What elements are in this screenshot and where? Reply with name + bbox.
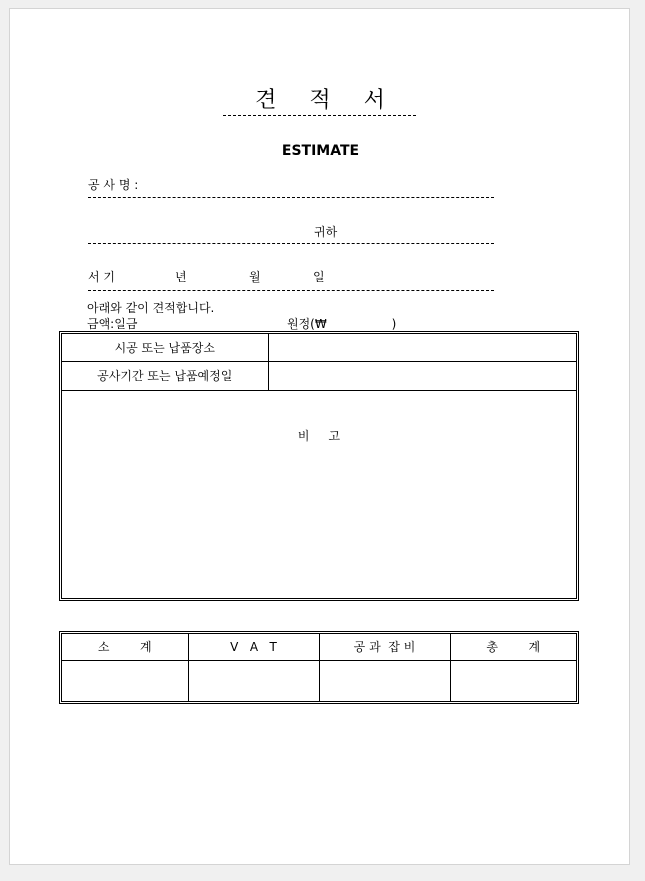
honorific-label: 귀하 — [314, 225, 338, 239]
period-value[interactable] — [268, 361, 576, 390]
amount-currency: 원정(₩ ) — [287, 317, 397, 331]
document-subtitle: ESTIMATE — [281, 143, 360, 159]
recipient-line[interactable] — [88, 243, 494, 244]
table-row — [62, 660, 576, 701]
vat-value[interactable] — [188, 660, 319, 701]
date-month-label: 월 — [249, 270, 261, 284]
intro-text: 아래와 같이 견적합니다. — [87, 301, 215, 315]
table-row — [62, 634, 576, 660]
table-row — [62, 361, 576, 390]
table-row — [62, 334, 576, 361]
info-table-grid — [62, 334, 576, 598]
period-label: 공사기간 또는 납품예정일 — [62, 361, 268, 390]
location-label: 시공 또는 납품장소 — [62, 334, 268, 361]
amount-label: 금액:일금 — [87, 317, 138, 331]
date-year-label: 년 — [175, 270, 187, 284]
table-row — [62, 390, 576, 598]
location-value[interactable] — [268, 334, 576, 361]
date-line[interactable] — [88, 290, 494, 291]
misc-expense-value[interactable] — [319, 660, 450, 701]
remarks-label: 비 고 — [297, 428, 341, 443]
subtotal-header: 소 계 — [62, 634, 188, 660]
vat-header: V A T — [188, 634, 319, 660]
totals-table — [59, 631, 579, 704]
date-era-label: 서 기 — [88, 270, 115, 284]
grand-total-header: 총 계 — [450, 634, 576, 660]
subtotal-value[interactable] — [62, 660, 188, 701]
document-page — [9, 8, 630, 865]
info-table — [59, 331, 579, 601]
misc-expense-header: 공 과 잡 비 — [319, 634, 450, 660]
company-name-label: 공 사 명 : — [88, 178, 139, 192]
document-title: 견 적 서 — [255, 88, 386, 113]
title-underline — [223, 115, 416, 116]
company-name-line[interactable] — [88, 197, 494, 198]
grand-total-value[interactable] — [450, 660, 576, 701]
remarks-cell[interactable] — [62, 390, 576, 598]
totals-table-grid — [62, 634, 576, 701]
date-day-label: 일 — [313, 270, 325, 284]
